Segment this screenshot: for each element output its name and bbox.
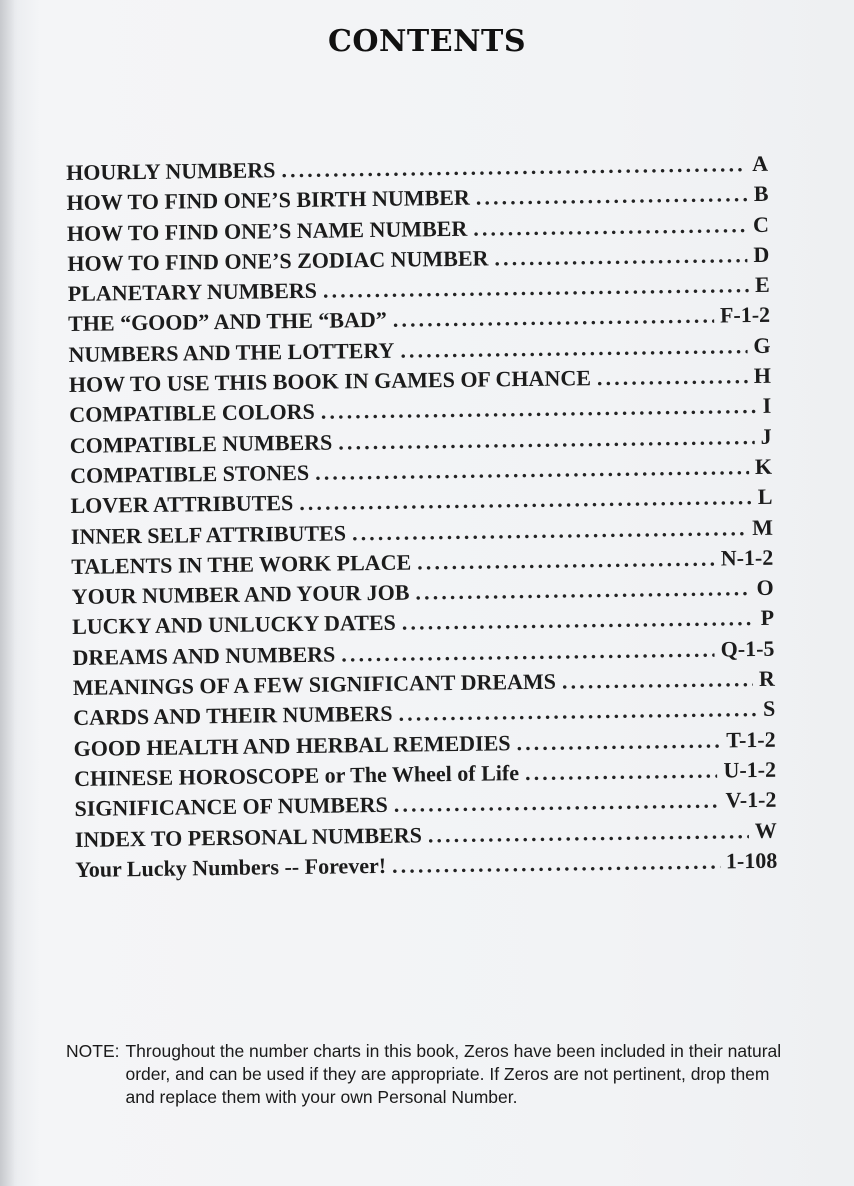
toc-entry-title: INDEX TO PERSONAL NUMBERS: [74, 821, 423, 852]
toc-entry-page: S: [762, 696, 776, 722]
toc-entry-page: L: [757, 484, 773, 510]
toc-entry-page: C: [752, 211, 770, 237]
note-block: [66, 1040, 786, 1109]
toc-leader-dots: [516, 727, 720, 756]
toc-entry-title: CHINESE HOROSCOPE or The Wheel of Life: [73, 760, 520, 791]
toc-entry-page: O: [756, 574, 774, 601]
toc-leader-dots: [400, 333, 747, 364]
toc-entry-title: SIGNIFICANCE OF NUMBERS: [74, 792, 388, 822]
toc-leader-dots: [299, 484, 752, 516]
toc-entry-page: K: [754, 453, 773, 479]
toc-entry-title: COMPATIBLE NUMBERS: [69, 429, 333, 458]
toc-entry-title: HOW TO FIND ONE’S NAME NUMBER: [66, 215, 468, 246]
toc-leader-dots: [415, 575, 750, 605]
table-of-contents: [66, 151, 777, 887]
toc-entry-page: N-1-2: [720, 544, 774, 571]
toc-entry-page: D: [753, 241, 770, 267]
toc-entry-page: Q-1-5: [720, 635, 775, 662]
toc-entry-page: A: [752, 150, 769, 177]
toc-entry-page: M: [751, 514, 774, 540]
toc-entry-page: 1-108: [725, 847, 778, 874]
toc-leader-dots: [398, 696, 757, 727]
toc-entry-title: NUMBERS AND THE LOTTERY: [68, 337, 395, 367]
page-title: CONTENTS: [327, 24, 527, 59]
toc-leader-dots: [417, 545, 715, 575]
toc-leader-dots: [428, 818, 749, 848]
toc-entry-title: HOW TO USE THIS BOOK IN GAMES OF CHANCE: [68, 365, 592, 398]
toc-entry-title: Your Lucky Numbers -- Forever!: [75, 852, 387, 882]
toc-leader-dots: [338, 424, 755, 455]
toc-leader-dots: [323, 272, 749, 304]
toc-entry-title: GOOD HEALTH AND HERBAL REMEDIES: [73, 729, 511, 761]
toc-leader-dots: [315, 454, 749, 486]
toc-entry-page: P: [760, 605, 775, 631]
toc-leader-dots: [393, 303, 715, 333]
toc-entry-page: R: [758, 665, 776, 692]
toc-entry-title: COMPATIBLE STONES: [69, 459, 310, 488]
toc-leader-dots: [473, 212, 747, 242]
toc-entry-page: T-1-2: [726, 726, 776, 753]
toc-entry-page: I: [762, 393, 772, 419]
toc-entry-title: DREAMS AND NUMBERS: [72, 641, 336, 670]
toc-entry-page: J: [760, 423, 772, 449]
toc-entry-page: V-1-2: [725, 786, 777, 813]
toc-entry-title: MEANINGS OF A FEW SIGNIFICANT DREAMS: [72, 668, 557, 701]
toc-leader-dots: [597, 363, 748, 391]
toc-entry-title: TALENTS IN THE WORK PLACE: [71, 549, 412, 579]
toc-leader-dots: [402, 605, 755, 636]
toc-entry-title: HOW TO FIND ONE’S BIRTH NUMBER: [66, 185, 470, 216]
toc-entry-page: G: [753, 332, 771, 358]
toc-leader-dots: [494, 242, 747, 271]
toc-leader-dots: [341, 636, 715, 667]
toc-entry-title: COMPATIBLE COLORS: [69, 399, 315, 428]
note-label: NOTE:: [66, 1041, 120, 1061]
toc-leader-dots: [476, 181, 748, 211]
toc-entry-title: THE “GOOD” AND THE “BAD”: [67, 307, 387, 337]
toc-entry-title: HOURLY NUMBERS: [66, 157, 276, 185]
toc-entry-title: HOW TO FIND ONE’S ZODIAC NUMBER: [67, 245, 489, 276]
toc-entry-title: YOUR NUMBER AND YOUR JOB: [71, 579, 410, 610]
toc-entry-title: INNER SELF ATTRIBUTES: [70, 519, 347, 549]
toc-leader-dots: [525, 757, 718, 786]
toc-entry-page: H: [753, 362, 772, 389]
toc-leader-dots: [392, 848, 720, 878]
toc-leader-dots: [321, 393, 757, 425]
toc-entry-title: PLANETARY NUMBERS: [67, 277, 318, 307]
note-text: Throughout the number charts in this book, Zeros have been included in their natural order, and can be used if they are appropriate. If Zeros are not pertinent, drop them and replace them with your own Personal Number.: [125, 1041, 782, 1107]
page-binding-edge: [0, 0, 14, 1186]
toc-entry-page: F-1-2: [719, 302, 771, 328]
toc-entry-title: LOVER ATTRIBUTES: [70, 490, 294, 519]
toc-entry-page: U-1-2: [723, 756, 777, 783]
toc-entry-page: E: [754, 271, 770, 298]
toc-entry-page: B: [753, 181, 769, 207]
toc-leader-dots: [394, 788, 720, 818]
toc-entry-title: LUCKY AND UNLUCKY DATES: [71, 610, 396, 640]
toc-leader-dots: [352, 515, 746, 546]
toc-leader-dots: [281, 151, 746, 183]
toc-entry-page: W: [754, 817, 777, 843]
toc-leader-dots: [562, 666, 753, 694]
toc-entry-title: CARDS AND THEIR NUMBERS: [73, 701, 393, 731]
